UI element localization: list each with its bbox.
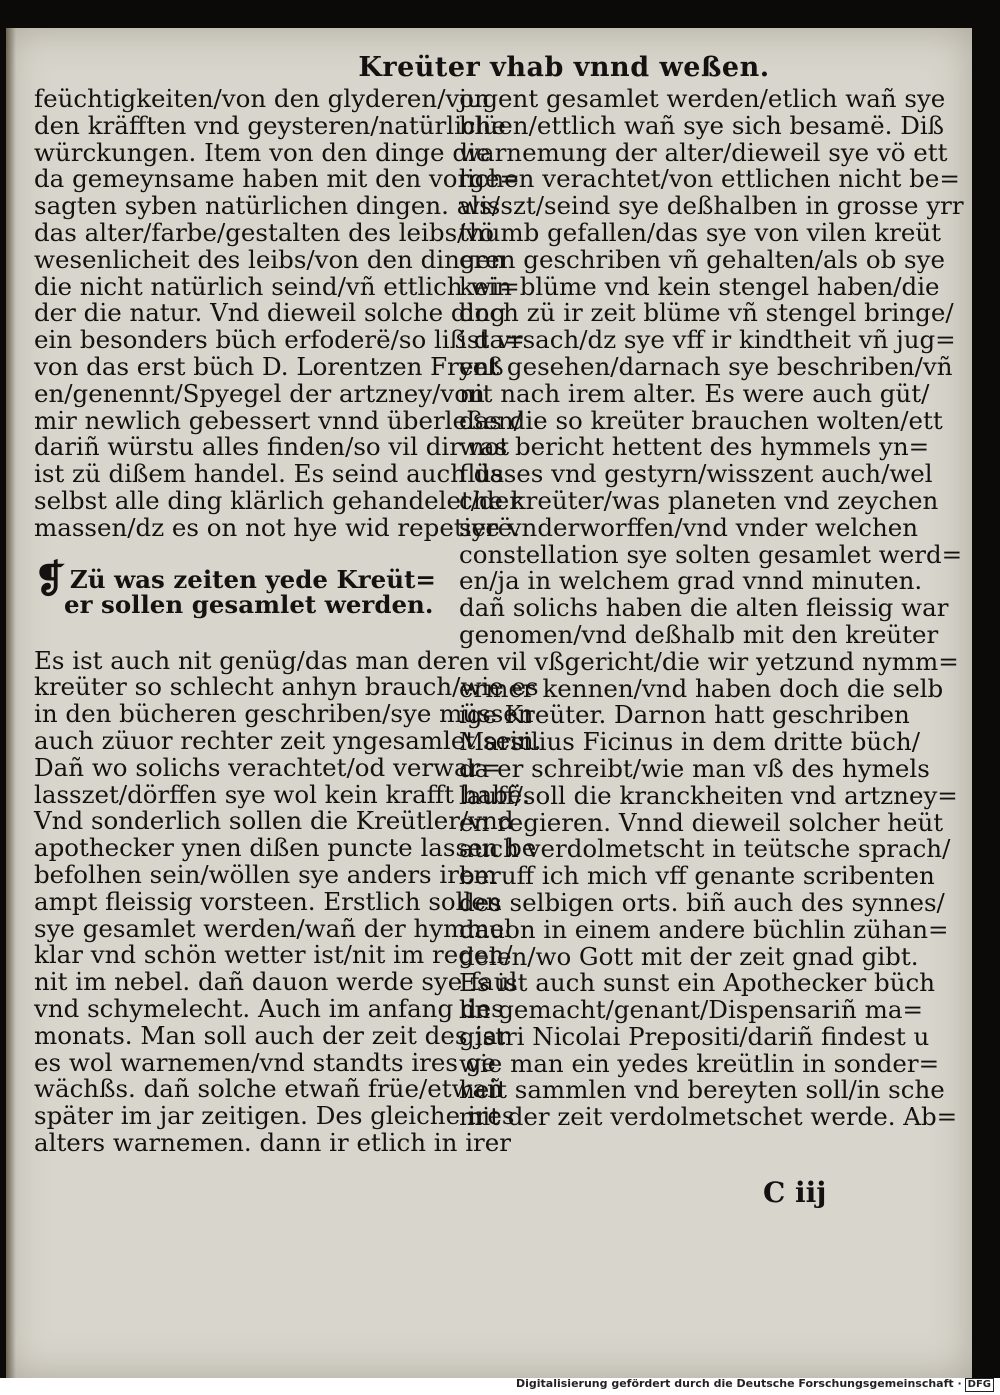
text-line: genomen/vnd deßhalb mit den kreüter — [459, 619, 939, 649]
text-line: selbst alle ding klärlich gehandelet/der — [34, 485, 521, 515]
text-line: den kräfften vnd geysteren/natürliche — [34, 110, 506, 140]
text-line: ist zü dißem handel. Es seind auch da — [34, 459, 505, 489]
text-line: gistri Nicolai Prepositi/dariñ findest u — [459, 1021, 930, 1051]
left-column — [34, 84, 542, 1157]
signature-mark: C iij — [763, 1176, 827, 1209]
text-line: en/ja in welchem grad vnnd minuten. — [459, 566, 923, 596]
text-line: des selbigen orts. biñ auch des synnes/ — [459, 887, 945, 917]
text-line: jugent gesamlet werden/etlich wañ sye — [459, 84, 946, 113]
text-line: von das erst büch D. Lorentzen Fryeß — [34, 351, 504, 381]
text-line: ist vrsach/dz sye vff ir kindtheit vñ jug= — [459, 325, 956, 355]
text-line: würckungen. Item von den dinge die — [34, 137, 491, 167]
text-line: wächßs. dañ solche etwañ früe/etwañ — [34, 1074, 503, 1104]
text-line: ige Kreüter. Darnon hatt geschriben — [459, 700, 910, 730]
text-line: dañ solichs haben die alten fleissig war — [459, 593, 949, 623]
text-line: in den bücheren geschriben/sye müssen — [34, 699, 534, 729]
text-line: was bericht hettent des hymmels yn= — [459, 432, 930, 462]
text-line: constellation sye solten gesamlet werd= — [459, 539, 963, 569]
text-line: vnd schymelecht. Auch im anfang des — [34, 993, 504, 1023]
text-line: der die natur. Vnd dieweil solche ding — [34, 298, 506, 328]
text-line: nit im nebel. dañ dauon werde sye faul — [34, 967, 518, 997]
text-line: feüchtigkeiten/von den glyderen/von — [34, 84, 490, 113]
text-line: kein blüme vnd kein stengel haben/die — [459, 271, 940, 301]
running-header: Kreüter vhab vnnd weßen. — [358, 52, 770, 83]
text-line: später im jar zeitigen. Des gleiche ires — [34, 1101, 515, 1131]
text-line: wisszt/seind sye deßhalben in grosse yrr — [459, 191, 964, 221]
book-page — [6, 28, 972, 1378]
text-line: lasszet/dörffen sye wol kein krafft habë. — [34, 779, 531, 809]
text-line: ampt fleissig vorsteen. Erstlich sollen — [34, 886, 502, 916]
text-line: auch verdolmetscht in teütsche sprach/ — [459, 834, 951, 864]
footer-text: Digitalisierung gefördert durch die Deutsche Forschungsgemeinschaft · — [515, 1377, 962, 1390]
text-line: befolhen sein/wöllen sye anders irem — [34, 859, 497, 889]
text-line: Es ist auch nit genüg/das man der — [34, 645, 459, 675]
text-line: blüen/ettlich wañ sye sich besamë. Diß — [459, 110, 945, 140]
text-line: heit sammlen vnd bereyten soll/in sche — [459, 1075, 945, 1105]
text-line: thumb gefallen/das sye von vilen kreüt — [459, 217, 941, 247]
text-line: sye vnderworffen/vnd vnder welchen — [459, 512, 919, 542]
text-line: delen/wo Gott mit der zeit gnad gibt. — [459, 941, 919, 971]
right-column — [459, 84, 964, 1132]
text-line: lin gemacht/genant/Dispensariñ ma= — [459, 995, 923, 1025]
text-line: nit nach irem alter. Es were auch güt/ — [459, 378, 930, 408]
text-line: Vnd sonderlich sollen die Kreütler/vnd — [34, 806, 514, 836]
text-line: da er schreibt/wie man vß des hymels — [459, 753, 930, 783]
text-line: sagten syben natürlichen dingen. als/ — [34, 191, 501, 221]
text-line: ein besonders büch erfoderë/so liß da= — [34, 325, 525, 355]
text-line: da gemeynsame haben mit den vorge= — [34, 164, 520, 194]
text-line: en vil vßgericht/die wir yetzund nymm= — [459, 646, 959, 676]
text-line: ermer kennen/vnd haben doch die selb — [459, 673, 944, 703]
text-line: doch zü ir zeit blüme vñ stengel bringe/ — [459, 298, 954, 328]
text-line: massen/dz es on not hye wid repetierë. — [34, 512, 520, 542]
text-line: mit der zeit verdolmetschet werde. Ab= — [459, 1102, 958, 1132]
text-line: es wol warnemen/vnd standts ires ge — [34, 1047, 496, 1077]
text-line: beruff ich mich vff genante scribenten — [459, 861, 935, 891]
text-line: Es ist auch sunst ein Apothecker büch — [459, 968, 935, 998]
left-paragraph-1 — [34, 84, 525, 542]
section-heading — [34, 555, 454, 619]
text-line: alters warnemen. dann ir etlich in irer — [34, 1127, 511, 1157]
dfg-logo: DFG — [965, 1378, 994, 1392]
text-line: flüsses vnd gestyrn/wisszent auch/wel — [459, 459, 933, 489]
text-line: das alter/farbe/gestalten des leibs/vö — [34, 217, 494, 247]
text-line: monats. Man soll auch der zeit des jar — [34, 1020, 510, 1050]
heading-line-1: Zü was zeiten yede Kreüt= — [69, 564, 436, 594]
text-line: das die so kreüter brauchen wolten/ett — [459, 405, 943, 435]
footer-credit — [516, 1377, 994, 1392]
text-line: warnemung der alter/dieweil sye vö ett — [459, 137, 948, 167]
text-line: wie man ein yedes kreütlin in sonder= — [459, 1048, 940, 1078]
text-line: mir newlich gebessert vnnd überleßen/ — [34, 405, 522, 435]
text-line: Dañ wo solichs verachtet/od verwar= — [34, 752, 501, 782]
text-line: eren geschriben vñ gehalten/als ob sye — [459, 244, 945, 274]
text-line: kreüter so schlecht anhyn brauch/wie es — [34, 672, 539, 702]
text-line: dauon in einem andere büchlin zühan= — [459, 914, 949, 944]
right-paragraph — [459, 84, 964, 1132]
left-paragraph-2 — [34, 645, 542, 1157]
heading-line-2: er sollen gesamlet werden. — [64, 589, 434, 619]
text-line: Marsilius Ficinus in dem dritte büch/ — [459, 727, 920, 757]
text-line: dariñ würstu alles finden/so vil dir not — [34, 432, 510, 462]
text-line: lichen verachtet/von ettlichen nicht be= — [459, 164, 960, 194]
text-line: apothecker ynen dißen puncte lassen be — [34, 833, 537, 863]
text-line: wesenlicheit des leibs/von den dingen — [34, 244, 506, 274]
text-line: lauff/soll die kranckheiten vnd artzney= — [459, 780, 958, 810]
text-line: che kreüter/was planeten vnd zeychen — [459, 485, 939, 515]
text-line: klar vnd schön wetter ist/nit im regen/ — [34, 940, 513, 970]
pilcrow-icon: ❡ — [34, 555, 66, 601]
text-line: en/genennt/Spyegel der artzney/von — [34, 378, 485, 408]
text-line: ent gesehen/darnach sye beschriben/vñ — [459, 351, 953, 381]
text-line: auch züuor rechter zeit yngesamlet sein. — [34, 725, 542, 755]
text-line: die nicht natürlich seind/vñ ettlich wi= — [34, 271, 520, 301]
text-line: en regieren. Vnnd dieweil solcher heüt — [459, 807, 944, 837]
text-line: sye gesamlet werden/wañ der hymmel — [34, 913, 512, 943]
